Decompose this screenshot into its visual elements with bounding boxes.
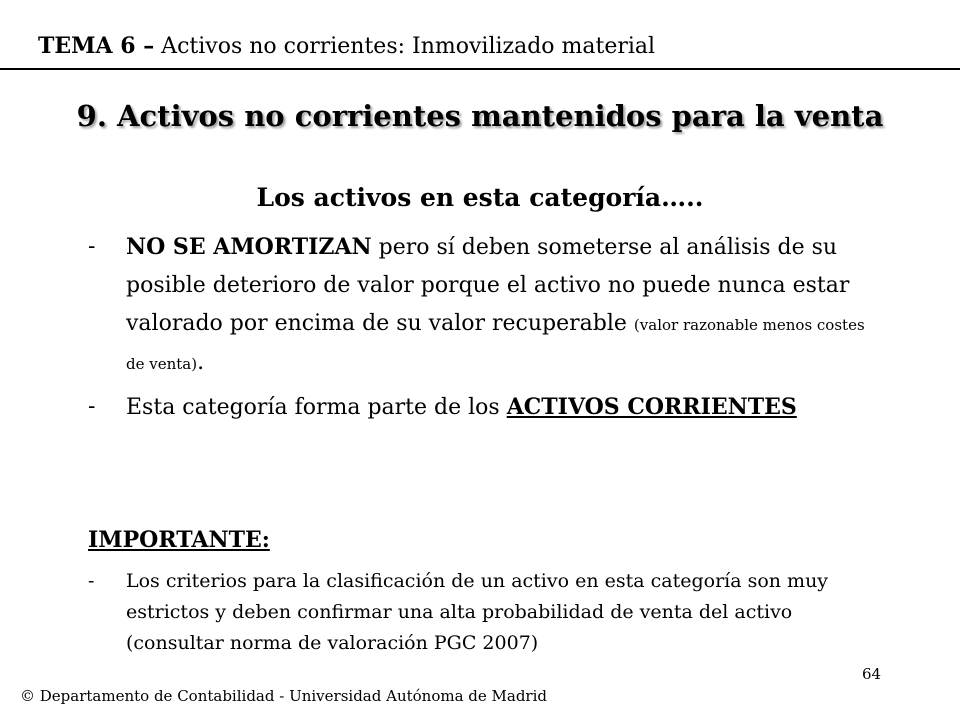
bullet-dash: - xyxy=(88,394,96,419)
footer-copyright: © Departamento de Contabilidad - Universidad Autónoma de Madrid xyxy=(20,687,548,705)
header-divider xyxy=(0,68,960,70)
slide-title: 9. Activos no corrientes mantenidos para la venta xyxy=(76,99,884,133)
bullet-text xyxy=(126,388,878,427)
bullet-end-mark: . xyxy=(197,350,205,375)
bullet-no-amortizan xyxy=(88,228,878,383)
header-topic-number: TEMA 6 – xyxy=(38,33,155,59)
bullet-activos-corrientes xyxy=(88,388,878,427)
bullet-dash: - xyxy=(88,234,96,259)
bullet-note-text: (valor razonable menos costes de venta) xyxy=(126,316,865,373)
bullet-underlined-text: ACTIVOS CORRIENTES xyxy=(506,394,797,420)
slide-header xyxy=(38,32,655,61)
important-heading: IMPORTANTE: xyxy=(88,527,270,553)
section-subtitle: Los activos en esta categoría….. xyxy=(256,183,704,212)
bullet-body-text: Esta categoría forma parte de los xyxy=(126,395,507,420)
bullet-criterios xyxy=(88,566,878,659)
bullet-text xyxy=(126,228,878,383)
bullet-text: Los criterios para la clasificación de un activo en esta categoría son muy estrictos y deben confirmar una alta probabilidad de venta del activo (consultar norma de valoración PGC 2007) xyxy=(126,570,829,654)
bullet-body-text: pero sí deben someterse al análisis de su posible deterioro de valor porque el activo no puede nunca estar valorado por encima de su valor recuperable xyxy=(126,235,850,336)
page-number: 64 xyxy=(862,665,882,683)
bullet-strong-text: NO SE AMORTIZAN xyxy=(126,234,372,260)
header-topic-name: Activos no corrientes: Inmovilizado material xyxy=(154,34,656,59)
bullet-dash: - xyxy=(88,570,95,592)
